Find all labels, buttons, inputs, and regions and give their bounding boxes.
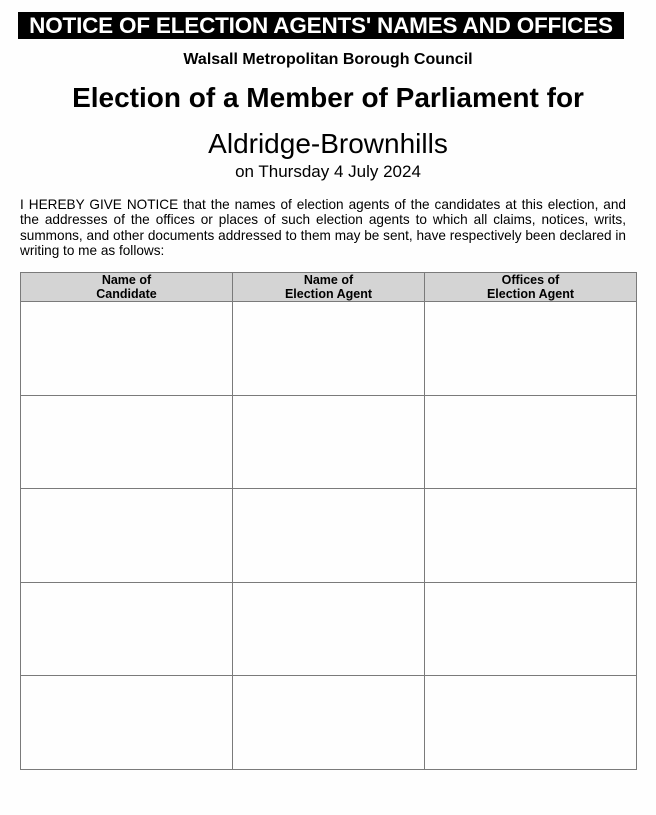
table-header-row [21,273,637,302]
table-row [21,302,637,396]
notice-banner: NOTICE OF ELECTION AGENTS' NAMES AND OFFICES [18,12,624,39]
header-text: Election Agent [284,287,373,301]
cell-agent-name [233,395,425,489]
cell-agent-office [425,395,637,489]
header-text: Name of [303,273,354,287]
cell-agent-name [233,302,425,396]
council-name: Walsall Metropolitan Borough Council [183,51,473,68]
table-row [21,676,637,770]
cell-candidate [21,676,233,770]
cell-candidate [21,489,233,583]
header-text: Candidate [96,287,157,301]
election-title: Election of a Member of Parliament for [72,82,584,113]
cell-agent-office [425,676,637,770]
notice-paragraph: I HEREBY GIVE NOTICE that the names of election agents of the candidates at this election, and the addresses of the offices or places of such election agents to which all claims, notices, writs, summons, and other documents addressed to them may be sent, have respectively been declared in writing to me as follows: [20,197,626,259]
election-date: on Thursday 4 July 2024 [235,162,421,181]
table-row [21,395,637,489]
agents-table [20,272,637,770]
header-text: Name of [101,273,152,287]
header-text: Election Agent [486,287,575,301]
table-row [21,582,637,676]
header-text: Offices of [501,273,560,287]
header-agent-office [425,273,637,302]
cell-candidate [21,302,233,396]
cell-agent-name [233,582,425,676]
cell-candidate [21,582,233,676]
constituency-name: Aldridge-Brownhills [208,128,448,159]
cell-agent-name [233,676,425,770]
cell-agent-office [425,489,637,583]
cell-agent-name [233,489,425,583]
cell-candidate [21,395,233,489]
table-row [21,489,637,583]
cell-agent-office [425,302,637,396]
header-candidate [21,273,233,302]
header-agent-name [233,273,425,302]
cell-agent-office [425,582,637,676]
